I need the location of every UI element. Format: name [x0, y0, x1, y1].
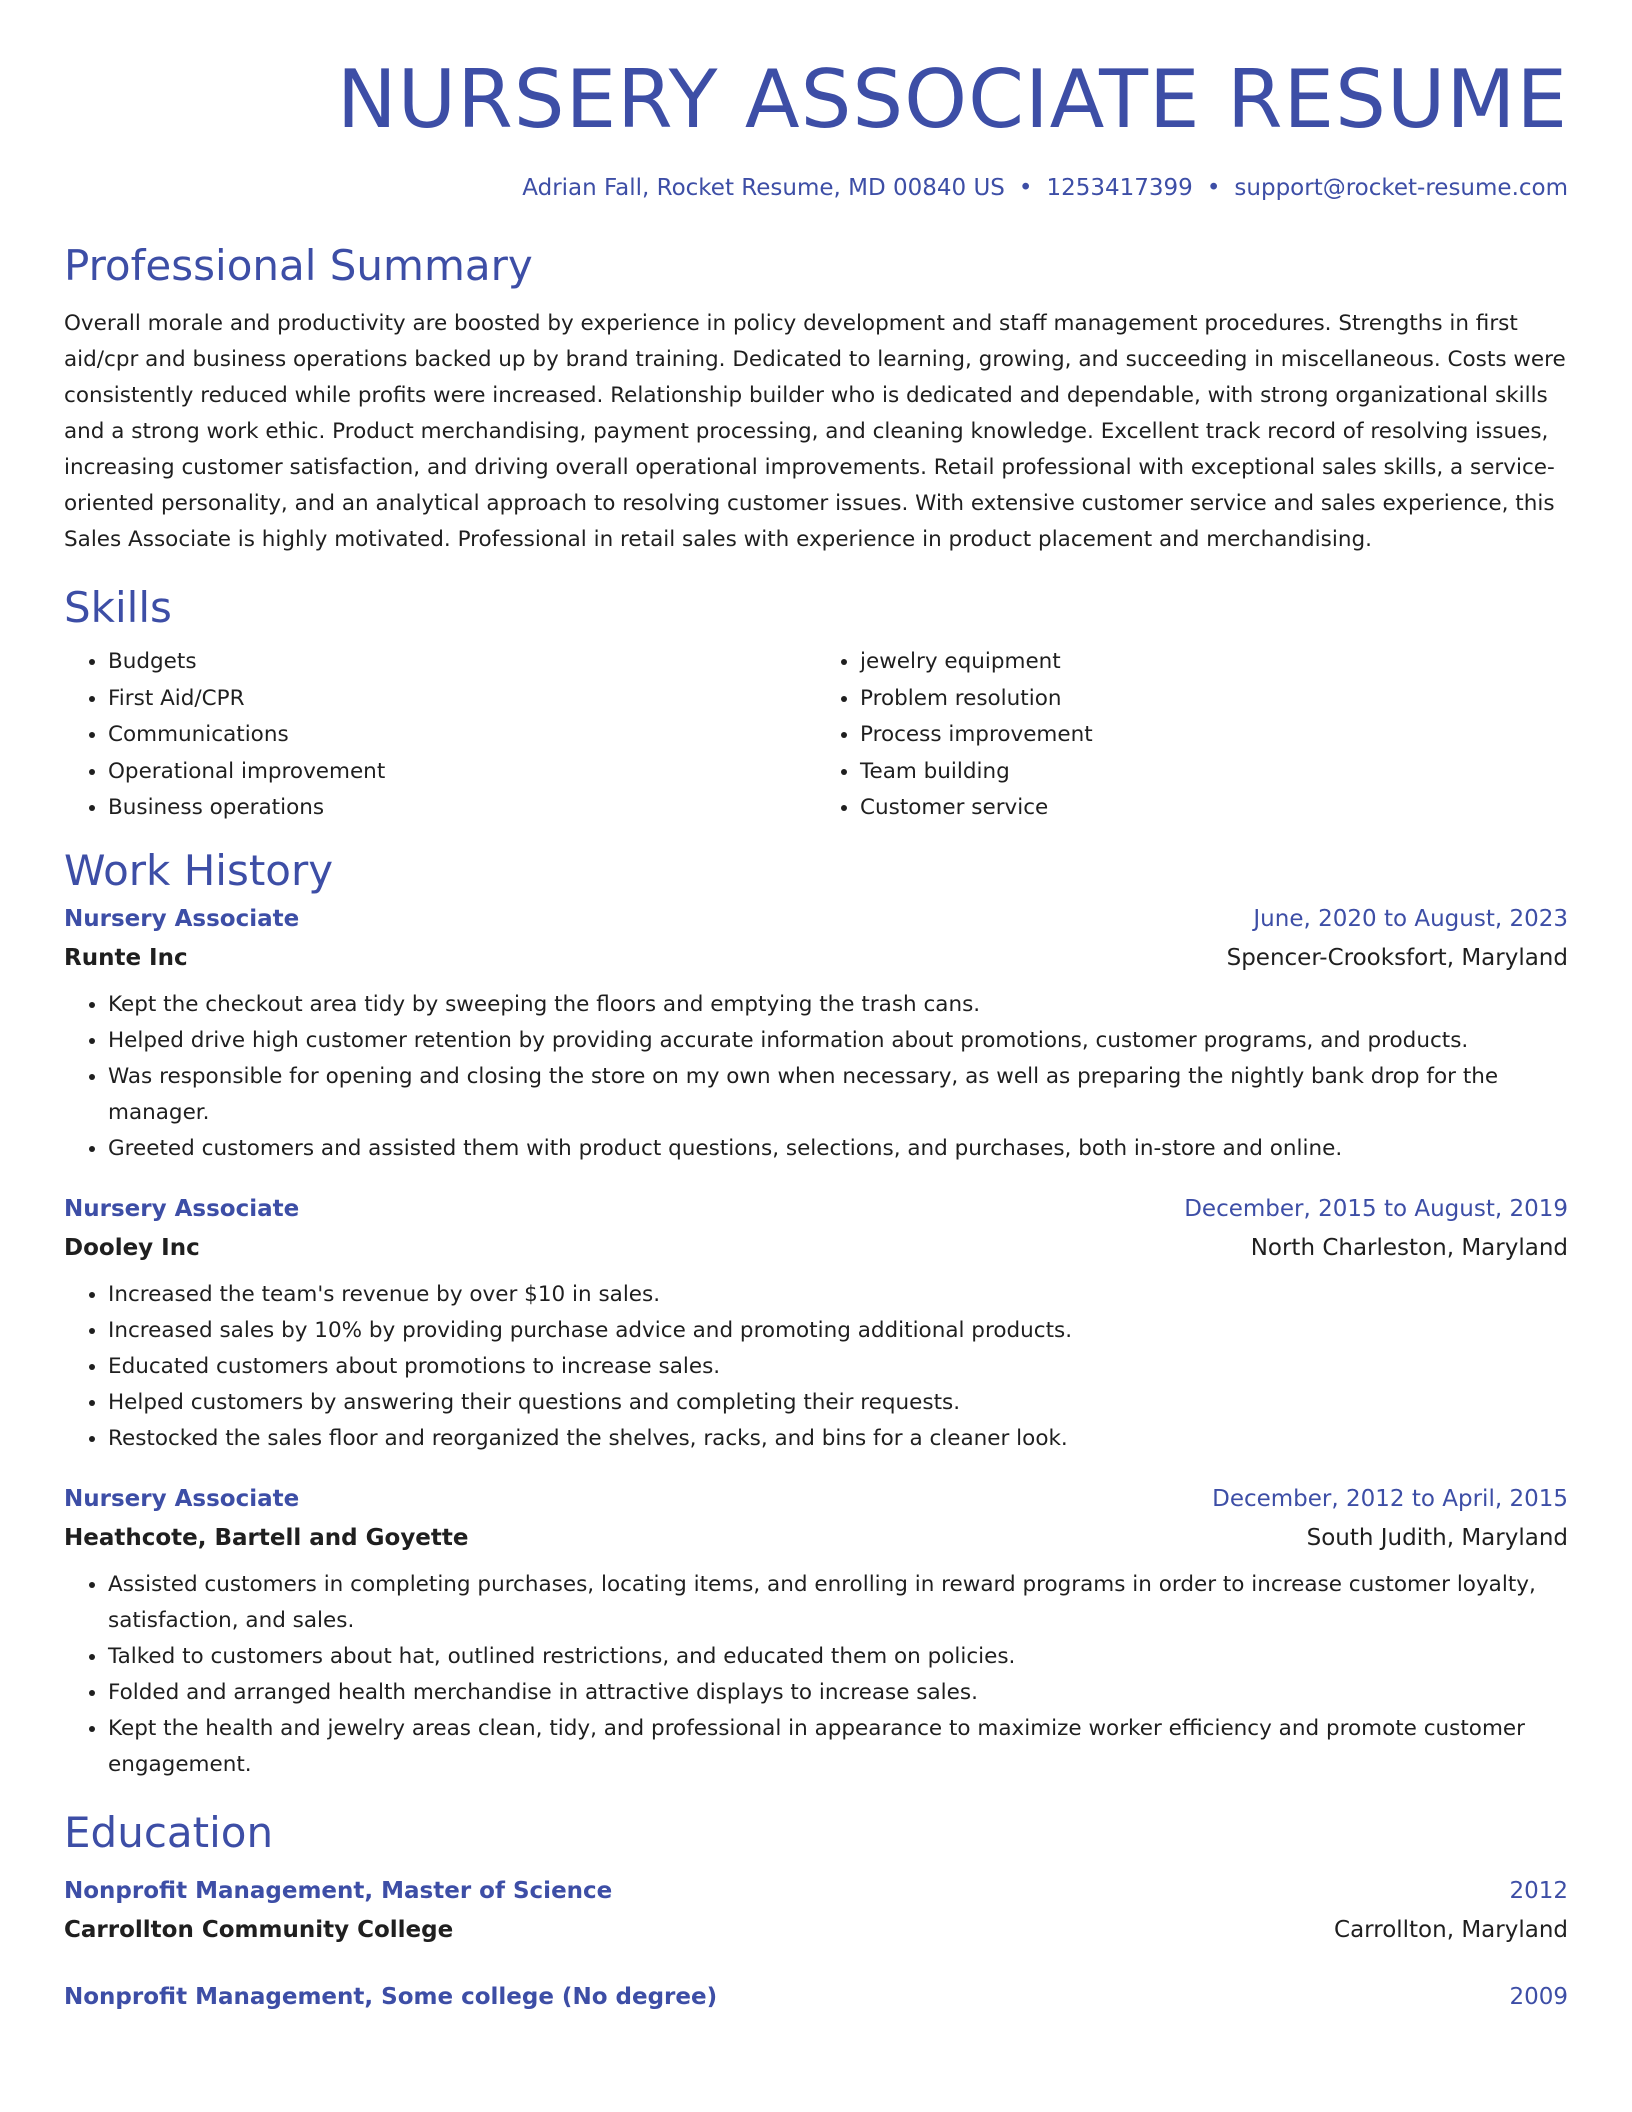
contact-phone: 1253417399	[1046, 175, 1193, 201]
job-header-row	[64, 899, 1568, 939]
job-location: Spencer-Crooksfort, Maryland	[1226, 944, 1568, 971]
skill-item: • Budgets	[108, 644, 816, 681]
job-location: North Charleston, Maryland	[1250, 1234, 1568, 1261]
job-bullet: • Kept the checkout area tidy by sweeping the floors and emptying the trash cans.	[108, 987, 1568, 1023]
job-location: South Judith, Maryland	[1306, 1524, 1568, 1551]
skill-item: • Team building	[860, 754, 1568, 791]
contact-line	[64, 172, 1568, 204]
skills-column-right	[816, 644, 1568, 827]
job-entry	[64, 899, 1568, 1167]
education-school: Carrollton Community College	[64, 1916, 454, 1943]
contact-email: support@rocket-resume.com	[1234, 175, 1568, 201]
skill-item: • Problem resolution	[860, 681, 1568, 718]
skill-item: • jewelry equipment	[860, 644, 1568, 681]
resume-header	[64, 0, 1568, 204]
job-dates: December, 2012 to April, 2015	[1212, 1485, 1568, 1512]
job-entry	[64, 1479, 1568, 1783]
job-bullet: • Was responsible for opening and closing the store on my own when necessary, as well as preparing the nightly bank drop for the manager.	[108, 1059, 1568, 1131]
job-company-row	[64, 1519, 1568, 1557]
job-bullet: • Increased sales by 10% by providing purchase advice and promoting additional products.	[108, 1313, 1568, 1349]
job-bullets	[64, 1277, 1568, 1457]
education-header-row	[64, 1977, 1568, 2017]
job-bullet: • Kept the health and jewelry areas clean, tidy, and professional in appearance to maximize worker efficiency and promote customer engagement.	[108, 1711, 1568, 1783]
job-bullet: • Assisted customers in completing purchases, locating items, and enrolling in reward programs in order to increase customer loyalty, satisfaction, and sales.	[108, 1567, 1568, 1639]
education-header-row	[64, 1871, 1568, 1911]
education-year: 2012	[1509, 1877, 1568, 1904]
job-bullets	[64, 1567, 1568, 1783]
job-bullet: • Educated customers about promotions to increase sales.	[108, 1349, 1568, 1385]
work-history-heading: Work History	[64, 845, 334, 895]
job-company-row	[64, 939, 1568, 977]
job-header-row	[64, 1189, 1568, 1229]
job-dates: December, 2015 to August, 2019	[1184, 1195, 1568, 1222]
job-company: Heathcote, Bartell and Goyette	[64, 1524, 469, 1551]
skill-item: • First Aid/CPR	[108, 681, 816, 718]
education-school-row	[64, 1911, 1568, 1949]
job-bullet: • Talked to customers about hat, outlined restrictions, and educated them on policies.	[108, 1639, 1568, 1675]
skill-item: • Process improvement	[860, 717, 1568, 754]
education-degree: Nonprofit Management, Some college (No degree)	[64, 1983, 718, 2010]
skill-item: • Business operations	[108, 790, 816, 827]
summary-heading: Professional Summary	[64, 241, 533, 290]
job-company: Dooley Inc	[64, 1234, 200, 1261]
skills-list	[64, 644, 1568, 827]
job-role: Nursery Associate	[64, 1485, 300, 1512]
job-bullet: • Helped drive high customer retention by providing accurate information about promotions, customer programs, and products.	[108, 1023, 1568, 1059]
skill-item: • Customer service	[860, 790, 1568, 827]
contact-address: Adrian Fall, Rocket Resume, MD 00840 US	[522, 175, 1005, 201]
contact-separator: •	[1018, 175, 1033, 201]
education-year: 2009	[1509, 1983, 1568, 2010]
education-location: Carrollton, Maryland	[1334, 1916, 1568, 1943]
job-bullet: • Helped customers by answering their questions and completing their requests.	[108, 1385, 1568, 1421]
education-entry	[64, 1977, 1568, 2017]
job-bullet: • Greeted customers and assisted them with product questions, selections, and purchases, both in-store and online.	[108, 1131, 1568, 1167]
job-bullet: • Folded and arranged health merchandise in attractive displays to increase sales.	[108, 1675, 1568, 1711]
skill-item: • Operational improvement	[108, 754, 816, 791]
job-header-row	[64, 1479, 1568, 1519]
job-entry	[64, 1189, 1568, 1457]
summary-text: Overall morale and productivity are boosted by experience in policy development and staff management procedures. Strengths in first aid/cpr and business operations backed up by brand training. Dedicated to learning, growing, and succeeding in miscellaneous. Costs were consistently reduced while profits were increased. Relationship builder who is dedicated and dependable, with strong organizational skills and a strong work ethic. Product merchandising, payment processing, and cleaning knowledge. Excellent track record of resolving issues, increasing customer satisfaction, and driving overall operational improvements. Retail professional with exceptional sales skills, a service-oriented personality, and an analytical approach to resolving customer issues. With extensive customer service and sales experience, this Sales Associate is highly motivated. Professional in retail sales with experience in product placement and merchandising.	[64, 311, 1566, 552]
job-bullets	[64, 987, 1568, 1167]
job-role: Nursery Associate	[64, 1195, 300, 1222]
education-degree: Nonprofit Management, Master of Science	[64, 1877, 613, 1904]
education-heading: Education	[64, 1807, 274, 1857]
job-bullet: • Restocked the sales floor and reorganized the shelves, racks, and bins for a cleaner look.	[108, 1421, 1568, 1457]
job-company: Runte Inc	[64, 944, 188, 971]
job-company-row	[64, 1229, 1568, 1267]
resume-title: NURSERY ASSOCIATE RESUME	[336, 53, 1568, 146]
skills-heading: Skills	[64, 583, 172, 632]
skills-column-left	[64, 644, 816, 827]
job-role: Nursery Associate	[64, 905, 300, 932]
skill-item: • Communications	[108, 717, 816, 754]
education-entry	[64, 1871, 1568, 1949]
job-dates: June, 2020 to August, 2023	[1253, 905, 1568, 932]
job-bullet: • Increased the team's revenue by over $10 in sales.	[108, 1277, 1568, 1313]
contact-separator: •	[1206, 175, 1221, 201]
